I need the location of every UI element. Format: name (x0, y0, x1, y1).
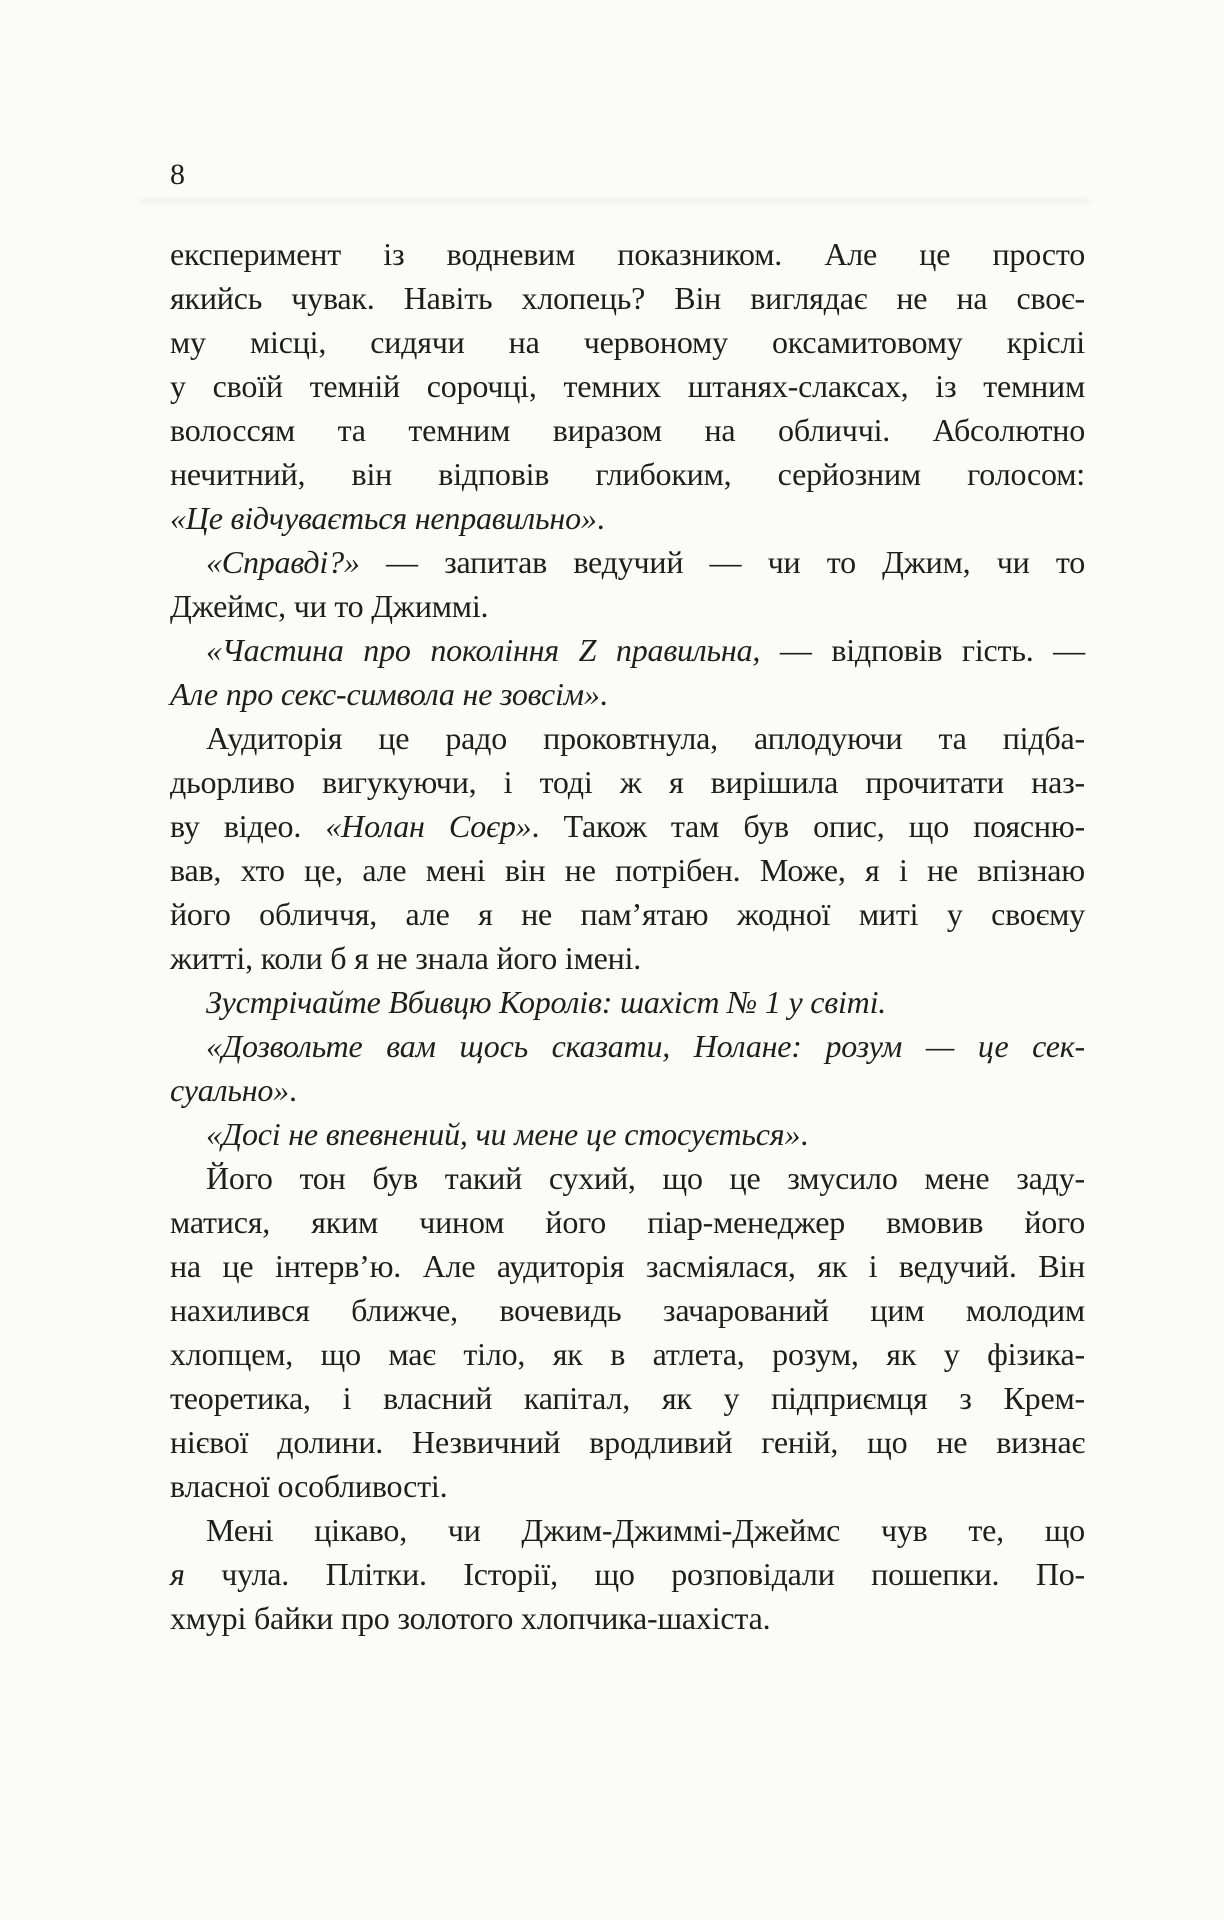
text-segment: . Також там був опис, що поясню- (531, 808, 1085, 844)
italic-text-segment: «Частина про покоління Z правильна, (206, 632, 761, 668)
text-segment: Джеймс, чи то Джиммі. (170, 588, 489, 624)
italic-text-segment: «Досі не впевнений, чи мене це стосується» (206, 1116, 801, 1152)
text-segment: . (288, 1072, 297, 1108)
text-segment: Його тон був такий сухий, що це змусило мене заду- (206, 1160, 1085, 1196)
italic-text-segment: «Справді?» (206, 544, 360, 580)
text-segment: хмурі байки про золотого хлопчика-шахіста. (170, 1600, 771, 1636)
text-line (170, 672, 1085, 716)
text-line (170, 496, 1085, 540)
italic-text-segment: Зустрічайте Вбивцю Королів: шахіст № 1 у світі. (206, 984, 887, 1020)
italic-text-segment: суально» (170, 1072, 289, 1108)
text-segment: нахилився ближче, вочевидь зачарований цим молодим (170, 1292, 1085, 1328)
text-segment: дьорливо вигукуючи, і тоді ж я вирішила прочитати наз- (170, 764, 1085, 800)
text-segment: му місці, сидячи на червоному оксамитовому кріслі (170, 324, 1085, 360)
text-line (170, 760, 1085, 804)
text-line (170, 452, 1085, 496)
text-line (170, 1552, 1085, 1596)
italic-text-segment: «Це відчувається неправильно» (170, 500, 597, 536)
text-segment: житті, коли б я не знала його імені. (170, 940, 642, 976)
text-line (170, 804, 1085, 848)
page-number: 8 (170, 158, 185, 191)
text-segment: на це інтерв’ю. Але аудиторія засміялася, як і ведучий. Він (170, 1248, 1085, 1284)
text-line (170, 1332, 1085, 1376)
text-segment: матися, яким чином його піар-менеджер вмовив його (170, 1204, 1085, 1240)
text-line (170, 628, 1085, 672)
text-segment: . (599, 676, 608, 712)
text-line (170, 1244, 1085, 1288)
text-segment: Мені цікаво, чи Джим-Джиммі-Джеймс чув те, що (206, 1512, 1085, 1548)
text-line (170, 936, 1085, 980)
text-line (170, 408, 1085, 452)
text-segment: чула. Плітки. Історії, що розповідали пошепки. По- (184, 1556, 1085, 1592)
text-segment: Аудиторія це радо проковтнула, аплодуючи та підба- (206, 720, 1085, 756)
text-line (170, 848, 1085, 892)
text-segment: вав, хто це, але мені він не потрібен. Може, я і не впізнаю (170, 852, 1085, 888)
text-line (170, 320, 1085, 364)
text-segment: ву відео. (170, 808, 326, 844)
text-segment: . (596, 500, 605, 536)
text-line (170, 1596, 1085, 1640)
text-line (170, 364, 1085, 408)
text-line (170, 1068, 1085, 1112)
text-segment: експеримент із водневим показником. Але це просто (170, 236, 1085, 272)
italic-text-segment: я (170, 1556, 185, 1592)
text-line (170, 1156, 1085, 1200)
text-segment: волоссям та темним виразом на обличчі. Абсолютно (170, 412, 1085, 448)
text-line (170, 716, 1085, 760)
text-line (170, 232, 1085, 276)
text-line (170, 584, 1085, 628)
text-line (170, 1200, 1085, 1244)
text-line (170, 540, 1085, 584)
text-segment: нечитний, він відповів глибоким, серйозним голосом: (170, 456, 1085, 492)
text-segment: . (800, 1116, 809, 1152)
text-line (170, 1464, 1085, 1508)
text-segment: теоретика, і власний капітал, як у підприємця з Крем- (170, 1380, 1085, 1416)
text-line (170, 276, 1085, 320)
text-segment: — відповів гість. — (760, 632, 1085, 668)
text-line (170, 1288, 1085, 1332)
text-block (170, 232, 1085, 1640)
text-line (170, 1376, 1085, 1420)
text-line (170, 892, 1085, 936)
italic-text-segment: Але про секс-символа не зовсім» (170, 676, 600, 712)
text-segment: у своїй темній сорочці, темних штанях-слаксах, із темним (170, 368, 1085, 404)
text-line (170, 980, 1085, 1024)
text-line (170, 1508, 1085, 1552)
scan-artifact (140, 198, 1090, 204)
text-segment: якийсь чувак. Навіть хлопець? Він виглядає не на своє- (170, 280, 1085, 316)
text-segment: хлопцем, що має тіло, як в атлета, розум, як у фізика- (170, 1336, 1085, 1372)
italic-text-segment: «Нолан Соєр» (325, 808, 532, 844)
text-line (170, 1024, 1085, 1068)
text-line (170, 1420, 1085, 1464)
text-line (170, 1112, 1085, 1156)
text-segment: власної особливості. (170, 1468, 448, 1504)
text-segment: його обличчя, але я не пам’ятаю жодної миті у своєму (170, 896, 1085, 932)
italic-text-segment: «Дозвольте вам щось сказати, Нолане: розум — це сек- (206, 1028, 1085, 1064)
text-segment: нієвої долини. Незвичний вродливий геній, що не визнає (170, 1424, 1085, 1460)
text-segment: — запитав ведучий — чи то Джим, чи то (359, 544, 1085, 580)
